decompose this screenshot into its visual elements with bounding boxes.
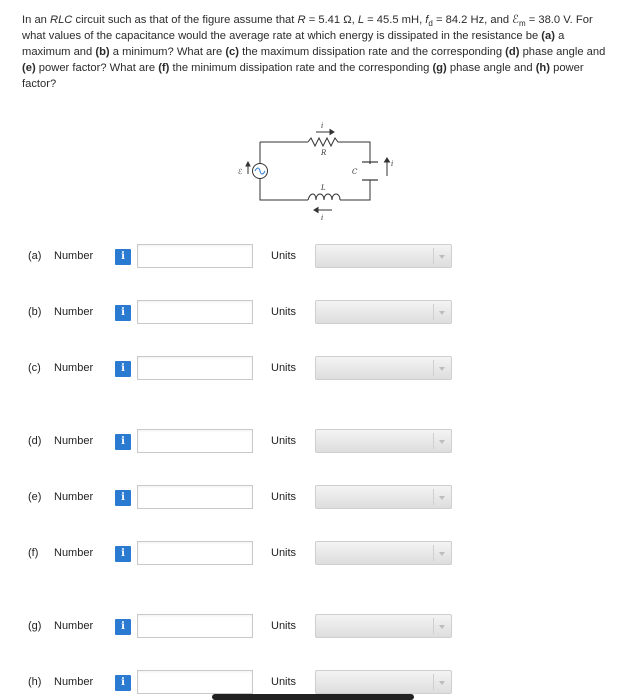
dropdown-divider: [433, 433, 434, 449]
row-label: [28, 306, 93, 318]
units-dropdown[interactable]: [315, 670, 452, 694]
units-dropdown[interactable]: [315, 429, 452, 453]
row-label: [28, 362, 93, 374]
row-label: [28, 435, 93, 447]
rlc-circuit-figure: [228, 122, 398, 222]
info-icon[interactable]: i: [115, 619, 131, 635]
units-label: Units: [271, 676, 297, 688]
number-input[interactable]: [137, 670, 253, 694]
units-label: Units: [271, 250, 297, 262]
answer-row: [0, 670, 624, 696]
inductor-symbol: [308, 194, 340, 200]
answer-row: [0, 541, 624, 567]
units-label: Units: [271, 620, 297, 632]
dropdown-divider: [433, 674, 434, 690]
info-icon[interactable]: i: [115, 675, 131, 691]
row-label: [28, 250, 93, 262]
current-label-top: i: [321, 122, 324, 130]
dropdown-divider: [433, 618, 434, 634]
resistor-label: R: [321, 149, 327, 157]
units-dropdown[interactable]: [315, 356, 452, 380]
info-icon[interactable]: i: [115, 434, 131, 450]
chevron-down-icon: [439, 440, 445, 444]
units-label: Units: [271, 362, 297, 374]
info-icon[interactable]: i: [115, 361, 131, 377]
info-icon[interactable]: i: [115, 305, 131, 321]
part-label: (c): [28, 362, 41, 374]
chevron-down-icon: [439, 681, 445, 685]
question-text: In an RLC circuit such as that of the figure assume that R = 5.41 Ω, L = 45.5 mH, $f_d = 84.2$ Hz, and ℰ$_m$ = 38.0 V. For what values of the capacitance would the average rate at which energy is dissipated in the resistance be (a) a maximum and (b) a minimum? What are (c) the maximum dissipation rate and the corresponding (d) phase angle and (e) power factor? What are (f) the minimum dissipation rate and the corresponding (g) phase angle and (h) power factor?: [22, 14, 606, 90]
part-label: (a): [28, 250, 42, 262]
row-label: [28, 620, 93, 632]
number-label: Number: [54, 362, 94, 374]
number-input[interactable]: [137, 485, 253, 509]
part-label: (g): [28, 620, 42, 632]
source-label: ℰ: [238, 168, 243, 176]
row-label: [28, 491, 93, 503]
resistor-symbol: [308, 138, 340, 146]
units-dropdown[interactable]: [315, 300, 452, 324]
part-label: (b): [28, 306, 42, 318]
dropdown-divider: [433, 545, 434, 561]
units-label: Units: [271, 547, 297, 559]
part-label: (f): [28, 547, 39, 559]
dropdown-divider: [433, 489, 434, 505]
number-input[interactable]: [137, 429, 253, 453]
part-label: (e): [28, 491, 42, 503]
number-label: Number: [54, 250, 94, 262]
units-dropdown[interactable]: [315, 614, 452, 638]
dropdown-divider: [433, 304, 434, 320]
number-input[interactable]: [137, 614, 253, 638]
answer-row: [0, 300, 624, 326]
row-label: [28, 547, 93, 559]
number-label: Number: [54, 491, 94, 503]
chevron-down-icon: [439, 255, 445, 259]
chevron-down-icon: [439, 367, 445, 371]
number-label: Number: [54, 306, 94, 318]
units-dropdown[interactable]: [315, 244, 452, 268]
answer-row: [0, 614, 624, 640]
number-label: Number: [54, 435, 94, 447]
row-label: [28, 676, 93, 688]
units-label: Units: [271, 435, 297, 447]
number-label: Number: [54, 620, 94, 632]
capacitor-symbol: [362, 162, 378, 180]
units-dropdown[interactable]: [315, 485, 452, 509]
number-input[interactable]: [137, 300, 253, 324]
number-input[interactable]: [137, 541, 253, 565]
units-label: Units: [271, 306, 297, 318]
number-input[interactable]: [137, 356, 253, 380]
answer-row: [0, 244, 624, 270]
number-label: Number: [54, 676, 94, 688]
number-input[interactable]: [137, 244, 253, 268]
number-label: Number: [54, 547, 94, 559]
chevron-down-icon: [439, 311, 445, 315]
inductor-label: L: [321, 184, 326, 192]
answer-row: [0, 485, 624, 511]
units-label: Units: [271, 491, 297, 503]
dropdown-divider: [433, 360, 434, 376]
part-label: (h): [28, 676, 42, 688]
dropdown-divider: [433, 248, 434, 264]
capacitor-label: C: [352, 168, 358, 176]
answer-row: [0, 429, 624, 455]
units-dropdown[interactable]: [315, 541, 452, 565]
current-label-right: i: [391, 160, 394, 168]
current-label-bottom: i: [321, 214, 324, 222]
part-label: (d): [28, 435, 42, 447]
horizontal-scrollbar[interactable]: [212, 694, 414, 700]
chevron-down-icon: [439, 496, 445, 500]
info-icon[interactable]: i: [115, 249, 131, 265]
chevron-down-icon: [439, 625, 445, 629]
answer-row: [0, 356, 624, 382]
info-icon[interactable]: i: [115, 490, 131, 506]
info-icon[interactable]: i: [115, 546, 131, 562]
chevron-down-icon: [439, 552, 445, 556]
